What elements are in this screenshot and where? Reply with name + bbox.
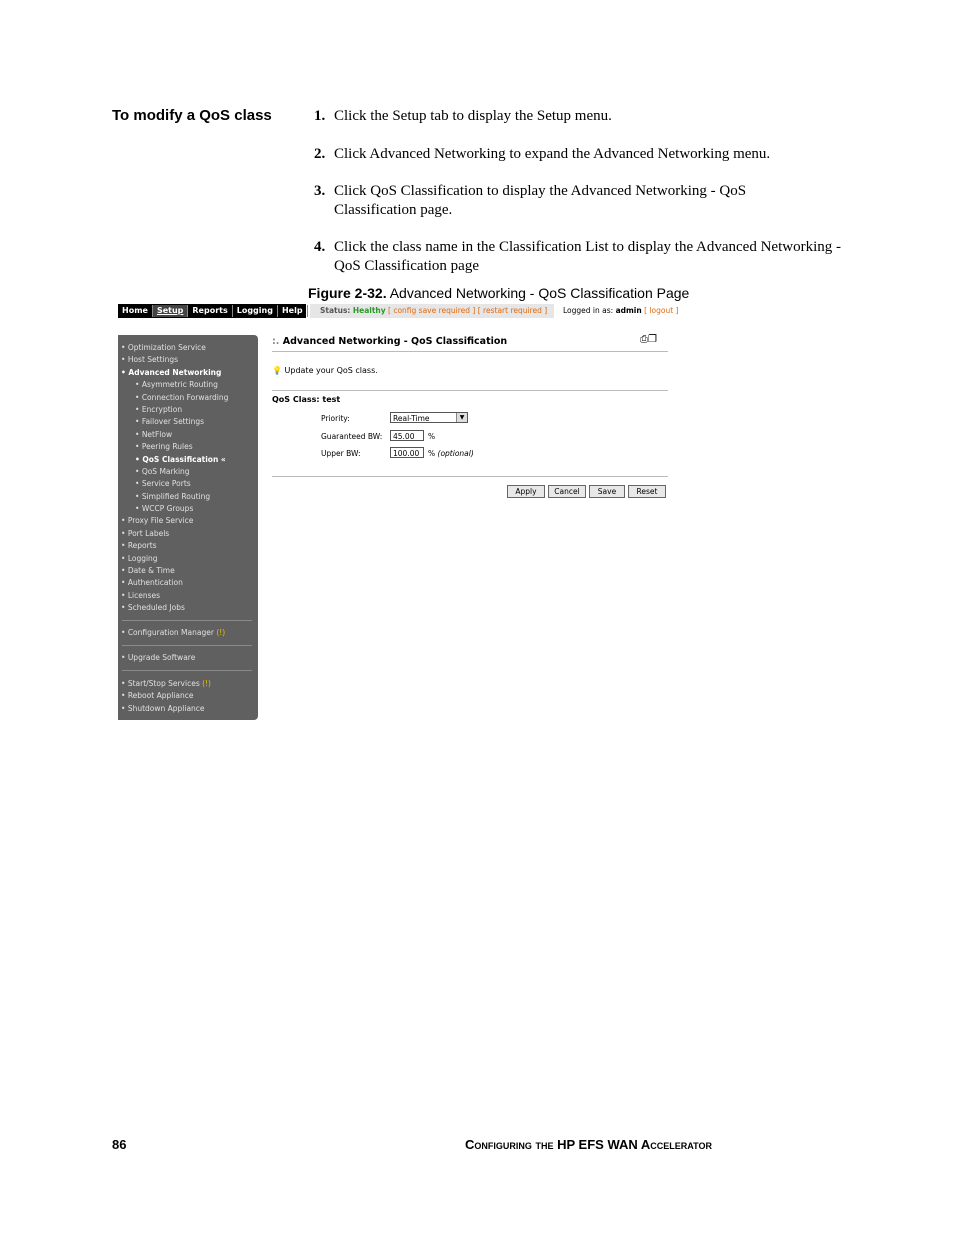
sidebar-item-encryption[interactable]: • Encryption <box>135 405 183 414</box>
sidebar-item-optimization-service[interactable]: • Optimization Service <box>121 343 206 352</box>
sidebar-item-peering-rules[interactable]: • Peering Rules <box>135 442 193 451</box>
cancel-button[interactable]: Cancel <box>548 485 586 498</box>
figure-caption <box>308 285 689 301</box>
sidebar-item-wccp-groups[interactable]: • WCCP Groups <box>135 504 194 513</box>
login-info <box>563 304 678 318</box>
lightbulb-icon: 💡 <box>272 366 282 375</box>
logout-link[interactable]: [ logout ] <box>644 306 679 315</box>
running-head: Configuring the HP EFS WAN Accelerator <box>465 1137 712 1152</box>
step-number: 3. <box>314 183 326 199</box>
figure-label: Figure 2-32. <box>308 285 387 301</box>
step-2 <box>314 145 854 164</box>
top-nav <box>118 304 306 318</box>
sidebar-item-proxy-file-service[interactable]: • Proxy File Service <box>121 516 194 525</box>
section-rule <box>272 390 668 391</box>
optional-note: (optional) <box>437 449 474 458</box>
sidebar-item-start-stop-services[interactable]: • Start/Stop Services (!) <box>121 679 211 688</box>
page-title: :. Advanced Networking - QoS Classification <box>272 336 508 347</box>
step-4 <box>314 238 854 276</box>
sidebar-item-logging[interactable]: • Logging <box>121 554 158 563</box>
form-rule <box>272 476 668 477</box>
tab-reports[interactable]: Reports <box>188 305 232 317</box>
config-save-link[interactable]: [ config save required ] <box>388 306 476 315</box>
qos-class-label: QoS Class: test <box>272 395 341 404</box>
step-text: Click QoS Classification to display the Advanced Networking - QoS Classification page. <box>334 183 747 218</box>
step-number: 2. <box>314 146 326 162</box>
upper-bw-unit: % (optional) <box>428 449 474 458</box>
sidebar-item-netflow[interactable]: • NetFlow <box>135 430 173 439</box>
sidebar-item-licenses[interactable]: • Licenses <box>121 591 160 600</box>
sidebar-item-shutdown-appliance[interactable]: • Shutdown Appliance <box>121 704 205 713</box>
step-text: Click Advanced Networking to expand the Advanced Networking menu. <box>334 146 771 162</box>
sidebar-item-reports[interactable]: • Reports <box>121 541 157 550</box>
print-icon[interactable]: ⎙ <box>640 334 648 345</box>
header-icons <box>640 334 657 345</box>
step-text: Click the class name in the Classification List to display the Advanced Networking - QoS Classification page <box>334 239 841 274</box>
sidebar <box>118 335 258 720</box>
tab-home[interactable]: Home <box>118 305 153 317</box>
step-1 <box>314 107 854 126</box>
step-number: 1. <box>314 108 326 124</box>
step-3 <box>314 182 854 220</box>
percent-unit: % <box>428 432 436 441</box>
info-message: 💡 Update your QoS class. <box>272 366 378 375</box>
step-number: 4. <box>314 239 326 255</box>
sidebar-divider <box>122 620 252 621</box>
priority-select[interactable]: Real-Time ▼ <box>390 412 468 423</box>
sidebar-item-qos-classification[interactable]: • QoS Classification « <box>135 455 226 464</box>
sidebar-item-reboot-appliance[interactable]: • Reboot Appliance <box>121 691 194 700</box>
guaranteed-bw-input[interactable]: 45.00 <box>390 430 424 441</box>
reset-button[interactable]: Reset <box>628 485 666 498</box>
login-user: admin <box>615 306 642 315</box>
figure-title: Advanced Networking - QoS Classification Page <box>389 285 690 301</box>
sidebar-item-qos-marking[interactable]: • QoS Marking <box>135 467 190 476</box>
tab-help[interactable]: Help <box>278 305 308 317</box>
sidebar-item-failover-settings[interactable]: • Failover Settings <box>135 417 205 426</box>
status-bar <box>310 304 554 318</box>
apply-button[interactable]: Apply <box>507 485 545 498</box>
login-label: Logged in as: <box>563 306 614 315</box>
guaranteed-bw-label: Guaranteed BW: <box>321 432 383 441</box>
step-text: Click the Setup tab to display the Setup menu. <box>334 108 612 124</box>
sidebar-divider <box>122 645 252 646</box>
sidebar-item-service-ports[interactable]: • Service Ports <box>135 479 191 488</box>
tab-logging[interactable]: Logging <box>233 305 278 317</box>
save-button[interactable]: Save <box>589 485 625 498</box>
page-number: 86 <box>112 1137 127 1152</box>
upper-bw-label: Upper BW: <box>321 449 361 458</box>
section-heading: To modify a QoS class <box>112 107 272 124</box>
help-book-icon[interactable]: ❐ <box>648 334 657 345</box>
status-label: Status: <box>320 306 351 315</box>
sidebar-item-configuration-manager[interactable]: • Configuration Manager (!) <box>121 628 226 637</box>
embedded-screenshot <box>118 304 678 724</box>
restart-link[interactable]: [ restart required ] <box>477 306 548 315</box>
sidebar-divider <box>122 670 252 671</box>
sidebar-item-asymmetric-routing[interactable]: • Asymmetric Routing <box>135 380 218 389</box>
sidebar-item-port-labels[interactable]: • Port Labels <box>121 529 170 538</box>
sidebar-item-advanced-networking[interactable]: • Advanced Networking <box>121 368 222 377</box>
sidebar-item-upgrade-software[interactable]: • Upgrade Software <box>121 653 196 662</box>
sidebar-item-connection-forwarding[interactable]: • Connection Forwarding <box>135 393 229 402</box>
sidebar-item-authentication[interactable]: • Authentication <box>121 578 183 587</box>
title-rule <box>272 351 668 352</box>
sidebar-item-host-settings[interactable]: • Host Settings <box>121 355 179 364</box>
status-value: Healthy <box>352 306 386 315</box>
priority-label: Priority: <box>321 414 350 423</box>
sidebar-item-scheduled-jobs[interactable]: • Scheduled Jobs <box>121 603 185 612</box>
sidebar-item-simplified-routing[interactable]: • Simplified Routing <box>135 492 211 501</box>
chevron-down-icon[interactable]: ▼ <box>456 413 467 422</box>
upper-bw-input[interactable]: 100.00 <box>390 447 424 458</box>
tab-setup[interactable]: Setup <box>153 305 188 317</box>
sidebar-item-date-time[interactable]: • Date & Time <box>121 566 175 575</box>
